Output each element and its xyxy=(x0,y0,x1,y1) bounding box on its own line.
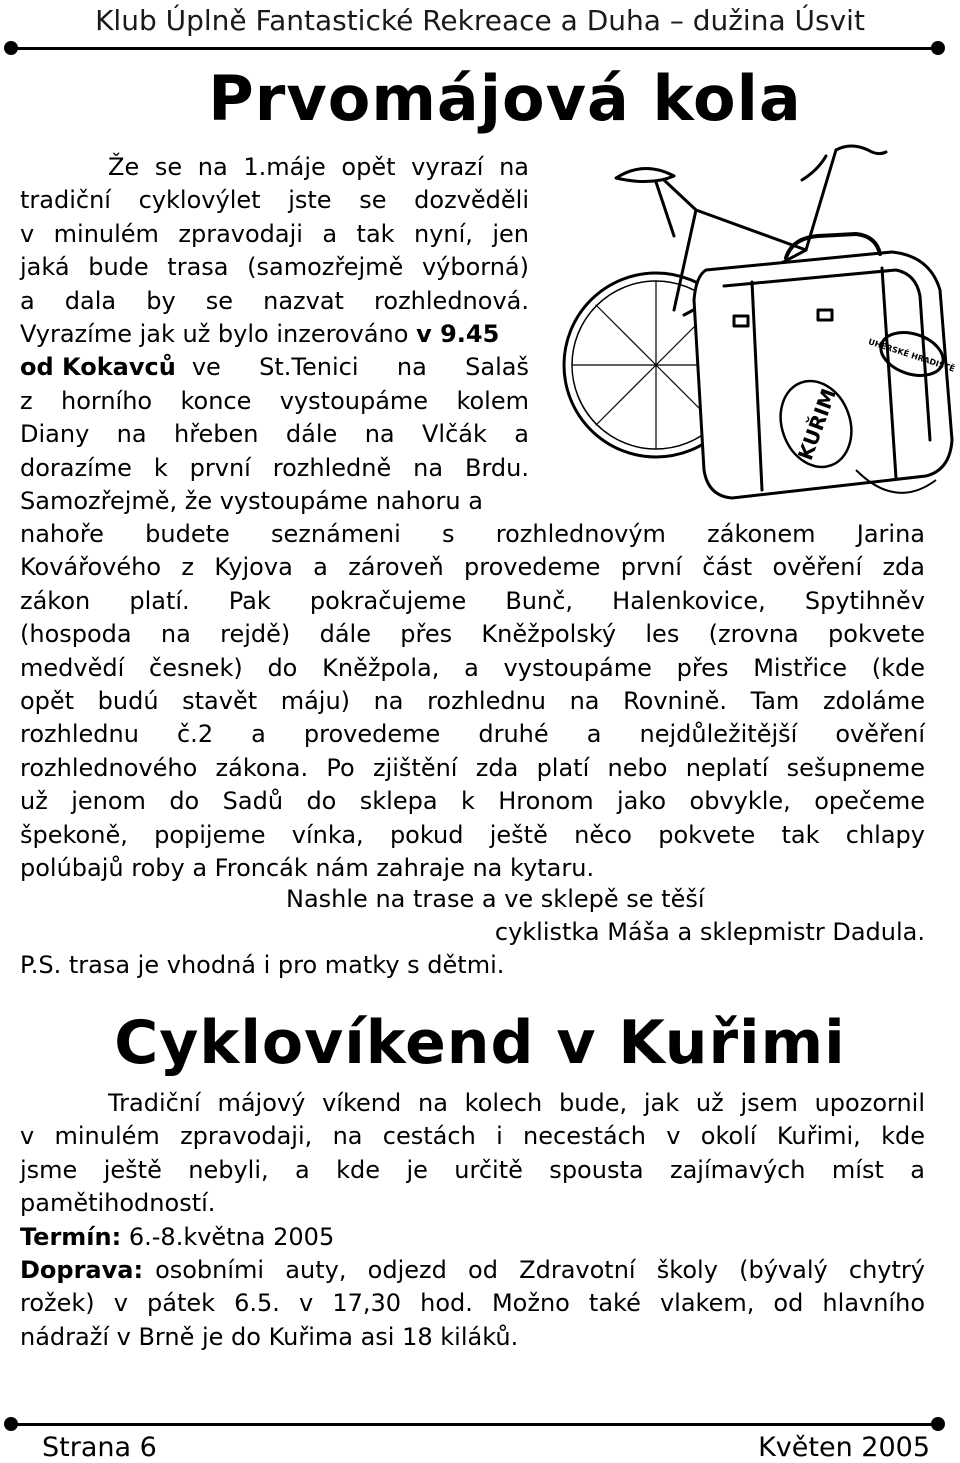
departure-time: v 9.45 xyxy=(416,319,500,348)
paragraph-line: zákon platí. Pak pokračujeme Bunč, Halenkovice, Spytihněv xyxy=(20,586,925,615)
doprava-label: Doprava: xyxy=(20,1255,144,1284)
article1-full-paragraph xyxy=(20,518,925,885)
footer-rule xyxy=(10,1423,938,1426)
sticker-uherske-hradiste: UHERSKÉ HRADIŠTĚ xyxy=(867,337,956,374)
signoff-line-2: cyklistka Máša a sklepmistr Dadula. xyxy=(494,918,925,946)
rule-dot-right xyxy=(931,1417,945,1431)
paragraph-line: medvědí česnek) do Kněžpola, a vystoupáme přes Mistřice (kde xyxy=(20,653,925,682)
termin-label: Termín: xyxy=(20,1222,122,1251)
article-title-prvomajova: Prvomájová kola xyxy=(208,62,802,135)
paragraph-line: rozhlednu č.2 a provedeme druhé a nejdůležitější ověření xyxy=(20,720,925,749)
paragraph-line: Diany na hřeben dále na Vlčák a xyxy=(20,420,529,449)
article2-intro-paragraph xyxy=(20,1087,925,1354)
paragraph-line: pamětihodností. xyxy=(20,1189,216,1218)
paragraph-line: nahoře budete seznámeni s rozhlednovým zákonem Jarina xyxy=(20,520,925,548)
bicycle-with-suitcase-drawing-icon xyxy=(556,140,960,518)
meeting-place: od Kokavců xyxy=(20,353,176,382)
paragraph-line: Tradiční májový víkend na kolech bude, jak už jsem upozornil xyxy=(108,1089,925,1117)
sticker-kurim: KUŘIM xyxy=(792,385,841,464)
paragraph-line: jaká bude trasa (samozřejmě výborná) xyxy=(20,253,529,282)
paragraph-line: Že se na 1.máje opět vyrazí na xyxy=(108,153,529,181)
paragraph-line xyxy=(20,318,529,351)
rule-dot-right xyxy=(931,41,945,55)
paragraph-line xyxy=(20,351,529,384)
paragraph-line: v minulém zpravodaji a tak nyní, jen xyxy=(20,219,529,248)
paragraph-line: nádraží v Brně je do Kuřima asi 18 kiláků. xyxy=(20,1322,519,1351)
paragraph-line: rožek) v pátek 6.5. v 17,30 hod. Možno také vlakem, od hlavního xyxy=(20,1289,925,1318)
page-number: Strana 6 xyxy=(42,1432,157,1463)
paragraph-line: tradiční cyklovýlet jste se dozvěděli xyxy=(20,186,529,215)
paragraph-line: (hospoda na rejdě) dále přes Kněžpolský les (zrovna pokvete xyxy=(20,620,925,649)
paragraph-line: z horního konce vystoupáme kolem xyxy=(20,386,529,415)
paragraph-line: špekoně, popijeme vínka, pokud ještě něco pokvete tak chlapy xyxy=(20,820,925,849)
text-run: Vyrazíme jak už bylo inzerováno xyxy=(20,319,409,348)
postscript: P.S. trasa je vhodná i pro matky s dětmi. xyxy=(20,951,505,979)
header-rule xyxy=(10,47,938,50)
paragraph-line: rozhlednového zákona. Po zjištění zda platí nebo neplatí sešupneme xyxy=(20,753,925,782)
paragraph-line: opět budú stavět máju) na rozhlednu na Rovnině. Tam zdoláme xyxy=(20,686,925,715)
paragraph-line: dorazíme k první rozhledně na Brdu. xyxy=(20,453,529,482)
newsletter-header: Klub Úplně Fantastické Rekreace a Duha – dužina Úsvit xyxy=(95,4,865,37)
article1-wrapped-paragraph xyxy=(20,151,529,518)
paragraph-line: Samozřejmě, že vystoupáme nahoru a xyxy=(20,486,483,515)
paragraph-line: a dala by se nazvat rozhlednová. xyxy=(20,286,529,315)
signoff-line-1: Nashle na trase a ve sklepě se těší xyxy=(286,885,705,913)
doprava-value: osobními auty, odjezd od Zdravotní školy (bývalý chytrý xyxy=(155,1255,925,1284)
termin-value: 6.-8.května 2005 xyxy=(128,1222,335,1251)
paragraph-line: už jenom do Sadů do sklepa k Hronom jako obvykle, opečeme xyxy=(20,787,925,816)
termin-line xyxy=(20,1221,925,1254)
paragraph-line: Kovářového z Kyjova a zároveň provedeme první část ověření zda xyxy=(20,553,925,582)
paragraph-line: jsme ještě nebyli, a kde je určitě spousta zajímavých míst a xyxy=(20,1155,925,1184)
issue-date: Květen 2005 xyxy=(758,1432,930,1463)
article-title-cyklovikend: Cyklovíkend v Kuřimi xyxy=(114,1008,846,1078)
doprava-line xyxy=(20,1254,925,1287)
paragraph-line: v minulém zpravodaji, na cestách i necestách v okolí Kuřimi, kde xyxy=(20,1122,925,1151)
paragraph-line: polúbajů roby a Froncák nám zahraje na kytaru. xyxy=(20,853,595,882)
text-run: ve St.Tenici na Salaš xyxy=(191,353,529,382)
